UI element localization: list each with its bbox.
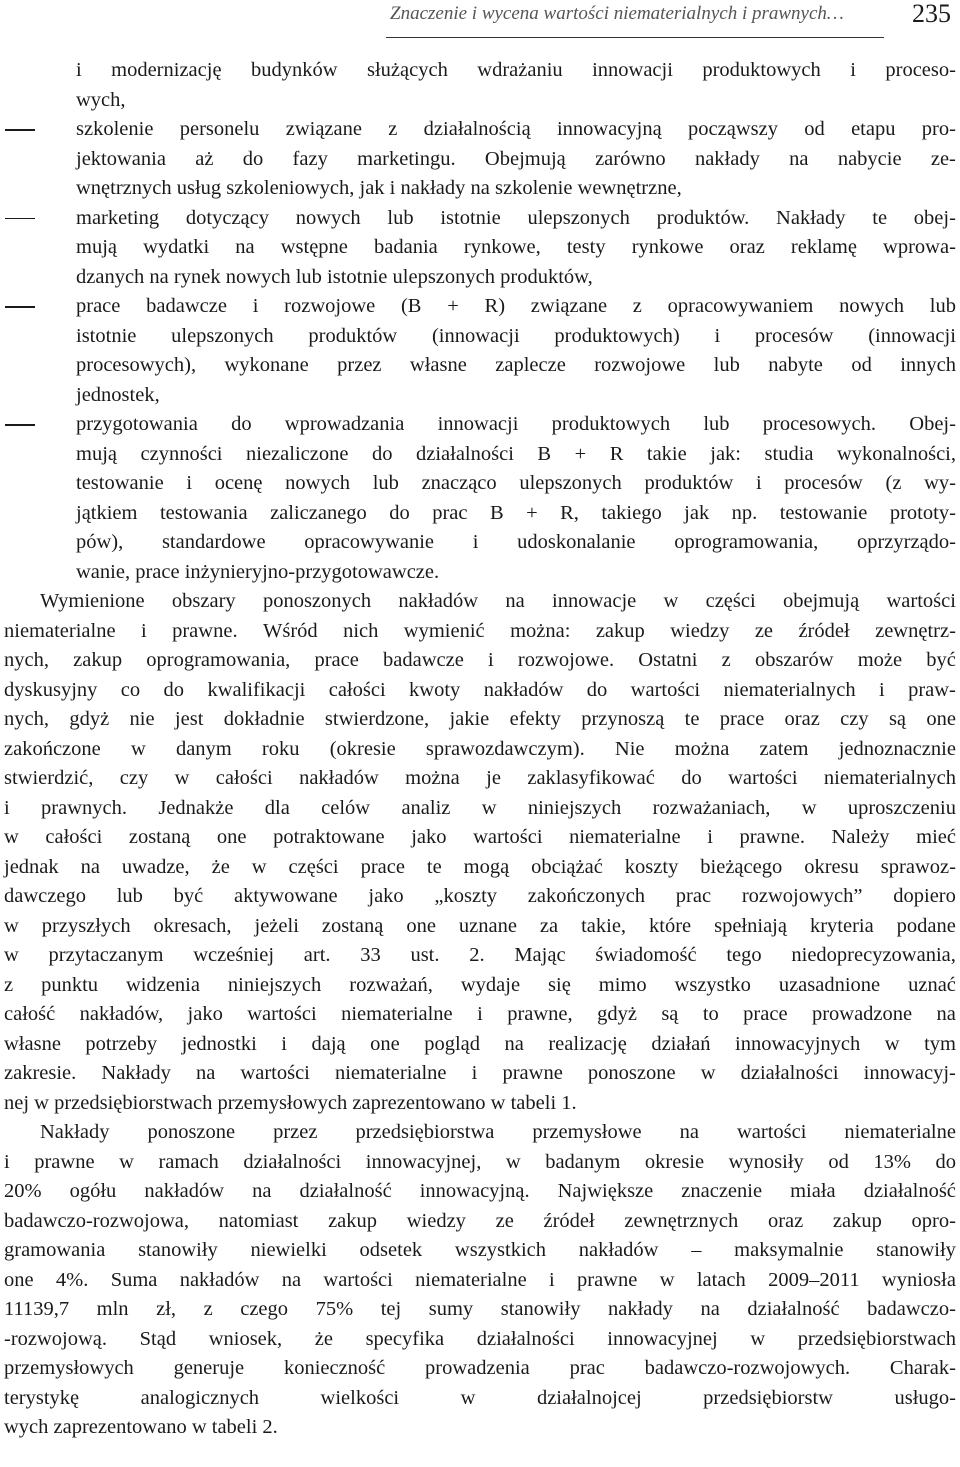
- text-line: [0, 440, 960, 470]
- list-dash: [5, 306, 35, 308]
- text-line: [0, 971, 960, 1001]
- line-text: z punktu widzenia niniejszych rozważań, wydaje się mimo wszystko uzasadnione uznać: [4, 973, 956, 996]
- text-line: [0, 617, 960, 647]
- text-line: [0, 1236, 960, 1266]
- line-text: przygotowania do wprowadzania innowacji produktowych lub procesowych. Obej-: [76, 413, 956, 435]
- text-line: [0, 823, 960, 853]
- text-line: [0, 174, 960, 204]
- line-text: nych, zakup oprogramowania, prace badawcze i rozwojowe. Ostatni z obszarów może być: [4, 649, 956, 671]
- line-text: przemysłowych generuje konieczność prowadzenia prac badawczo-rozwojowych. Charak-: [4, 1357, 956, 1379]
- line-text: pów), standardowe opracowywanie i udoskonalanie oprogramowania, oprzyrządo-: [76, 531, 956, 553]
- text-line: [0, 528, 960, 558]
- list-item-line: [0, 292, 960, 322]
- line-text: i prawnych. Jednakże dla celów analiz w niniejszych rozważaniach, w uproszczeniu: [4, 796, 956, 819]
- line-text: badawczo-rozwojowa, natomiast zakup wiedzy ze źródeł zewnętrznych oraz zakup opro-: [4, 1209, 956, 1232]
- line-text: w całości zostaną one potraktowane jako wartości niematerialne i prawne. Należy mieć: [4, 826, 956, 848]
- text-line: [0, 381, 960, 411]
- list-item-line: [0, 204, 960, 234]
- line-text: szkolenie personelu związane z działalnością innowacyjną począwszy od etapu pro-: [76, 118, 956, 140]
- line-text: 20% ogółu nakładów na działalność innowacyjną. Największe znaczenie miała działalność: [4, 1180, 956, 1202]
- line-text: wych,: [76, 88, 126, 111]
- text-line: [0, 1030, 960, 1060]
- line-text: 11139,7 mln zł, z czego 75% tej sumy stanowiły nakłady na działalność badawczo-: [4, 1298, 956, 1320]
- text-line: [0, 469, 960, 499]
- text-line: [0, 86, 960, 116]
- text-line: [0, 1266, 960, 1296]
- line-text: zakresie. Nakłady na wartości niematerialne i prawne ponoszone w działalności innowacyj-: [4, 1062, 956, 1084]
- list-dash: [5, 218, 35, 220]
- line-text: procesowych), wykonane przez własne zaplecze rozwojowe lub nabyte od innych: [76, 354, 956, 376]
- line-text: one 4%. Suma nakładów na wartości niematerialne i prawne w latach 2009–2011 wyniosła: [4, 1268, 956, 1291]
- line-text: całość nakładów, jako wartości niematerialne i prawne, gdyż są to prace prowadzone na: [4, 1003, 956, 1025]
- line-text: marketing dotyczący nowych lub istotnie ulepszonych produktów. Nakłady te obej-: [76, 206, 956, 229]
- text-line: [0, 794, 960, 824]
- text-line: [0, 263, 960, 293]
- line-text: dyskusyjny co do kwalifikacji całości kwoty nakładów do wartości niematerialnych i praw-: [4, 678, 956, 701]
- list-dash: [5, 129, 35, 131]
- text-line: [0, 558, 960, 588]
- page-number: 235: [912, 0, 951, 28]
- line-text: gramowania stanowiły niewielki odsetek wszystkich nakładów – maksymalnie stanowiły: [4, 1239, 956, 1261]
- line-text: i modernizację budynków służących wdrażaniu innowacji produktowych i proceso-: [76, 59, 956, 81]
- line-text: jednostek,: [76, 383, 160, 406]
- line-text: stwierdzić, czy w całości nakładów można je zaklasyfikować do wartości niematerialnych: [4, 767, 956, 789]
- text-line: [0, 233, 960, 263]
- text-line: [0, 912, 960, 942]
- line-text: dawczego lub być aktywowane jako „koszty zakończonych prac rozwojowych” dopiero: [4, 885, 956, 907]
- text-line: [0, 1089, 960, 1119]
- text-line: [0, 705, 960, 735]
- text-line: [0, 646, 960, 676]
- text-line: [0, 853, 960, 883]
- line-text: wanie, prace inżynieryjno-przygotowawcze.: [76, 560, 440, 583]
- line-text: mują czynności niezaliczone do działalności B + R takie jak: studia wykonalności,: [76, 442, 956, 465]
- text-line: [0, 941, 960, 971]
- line-text: Wymienione obszary ponoszonych nakładów na innowacje w części obejmują wartości: [40, 590, 956, 612]
- line-text: -rozwojową. Stąd wniosek, że specyfika działalności innowacyjnej w przedsiębiorstwach: [4, 1327, 956, 1350]
- page-header: [0, 0, 960, 38]
- text-line: [0, 1413, 960, 1443]
- line-text: nej w przedsiębiorstwach przemysłowych zaprezentowano w tabeli 1.: [4, 1091, 577, 1114]
- text-line: [0, 735, 960, 765]
- text-line: [0, 1295, 960, 1325]
- line-text: mują wydatki na wstępne badania rynkowe, testy rynkowe oraz reklamę wprowa-: [76, 236, 956, 258]
- running-title: Znaczenie i wycena wartości niematerialnych i prawnych…: [390, 3, 844, 24]
- text-line: [0, 1059, 960, 1089]
- line-text: własne potrzeby jednostki i dają one pogląd na realizację działań innowacyjnych w tym: [4, 1032, 956, 1055]
- text-line: [0, 764, 960, 794]
- line-text: niematerialne i prawne. Wśród nich wymienić można: zakup wiedzy ze źródeł zewnętrz-: [4, 619, 956, 642]
- text-line: [0, 1325, 960, 1355]
- text-line: [0, 1148, 960, 1178]
- text-line: [0, 1177, 960, 1207]
- line-text: nych, gdyż nie jest dokładnie stwierdzone, jakie efekty przynoszą te prace oraz czy są one: [4, 708, 956, 730]
- line-text: jednak na uwadze, że w części prace te mogą obciążać koszty bieżącego okresu sprawoz-: [4, 855, 956, 878]
- text-line: [0, 1118, 960, 1148]
- line-text: zakończone w danym roku (okresie sprawozdawczym). Nie można zatem jednoznacznie: [4, 737, 956, 760]
- text-line: [0, 676, 960, 706]
- line-text: dzanych na rynek nowych lub istotnie ulepszonych produktów,: [76, 265, 593, 288]
- line-text: terystykę analogicznych wielkości w działalnojcej przedsiębiorstw usługo-: [4, 1386, 956, 1409]
- list-item-line: [0, 115, 960, 145]
- text-line: [0, 1207, 960, 1237]
- text-line: [0, 145, 960, 175]
- line-text: wnętrznych usług szkoleniowych, jak i nakłady na szkolenie wewnętrzne,: [76, 177, 682, 199]
- text-line: [0, 1000, 960, 1030]
- line-text: w przytaczanym wcześniej art. 33 ust. 2. Mając świadomość tego niedoprecyzowania,: [4, 944, 956, 966]
- line-text: wych zaprezentowano w tabeli 2.: [4, 1416, 278, 1438]
- line-text: i prawne w ramach działalności innowacyjnej, w badanym okresie wynosiły od 13% do: [4, 1150, 956, 1173]
- line-text: testowanie i ocenę nowych lub znacząco ulepszonych produktów i procesów (z wy-: [76, 472, 956, 494]
- line-text: jektowania aż do fazy marketingu. Obejmują zarówno nakłady na nabycie ze-: [76, 147, 956, 170]
- text-line: [0, 499, 960, 529]
- line-text: istotnie ulepszonych produktów (innowacji produktowych) i procesów (innowacji: [76, 324, 956, 347]
- line-text: jątkiem testowania zaliczanego do prac B + R, takiego jak np. testowanie prototy-: [76, 501, 956, 524]
- text-line: [0, 1354, 960, 1384]
- text-line: [0, 882, 960, 912]
- list-item-line: [0, 410, 960, 440]
- line-text: w przyszłych okresach, jeżeli zostaną one uznane za takie, które spełniają kryteria podane: [4, 914, 956, 937]
- text-line: [0, 587, 960, 617]
- list-dash: [5, 424, 35, 426]
- body-text: [0, 56, 960, 1443]
- header-rule: [386, 37, 884, 38]
- line-text: prace badawcze i rozwojowe (B + R) związane z opracowywaniem nowych lub: [76, 295, 956, 317]
- text-line: [0, 56, 960, 86]
- text-line: [0, 351, 960, 381]
- line-text: Nakłady ponoszone przez przedsiębiorstwa przemysłowe na wartości niematerialne: [40, 1121, 956, 1143]
- text-line: [0, 1384, 960, 1414]
- text-line: [0, 322, 960, 352]
